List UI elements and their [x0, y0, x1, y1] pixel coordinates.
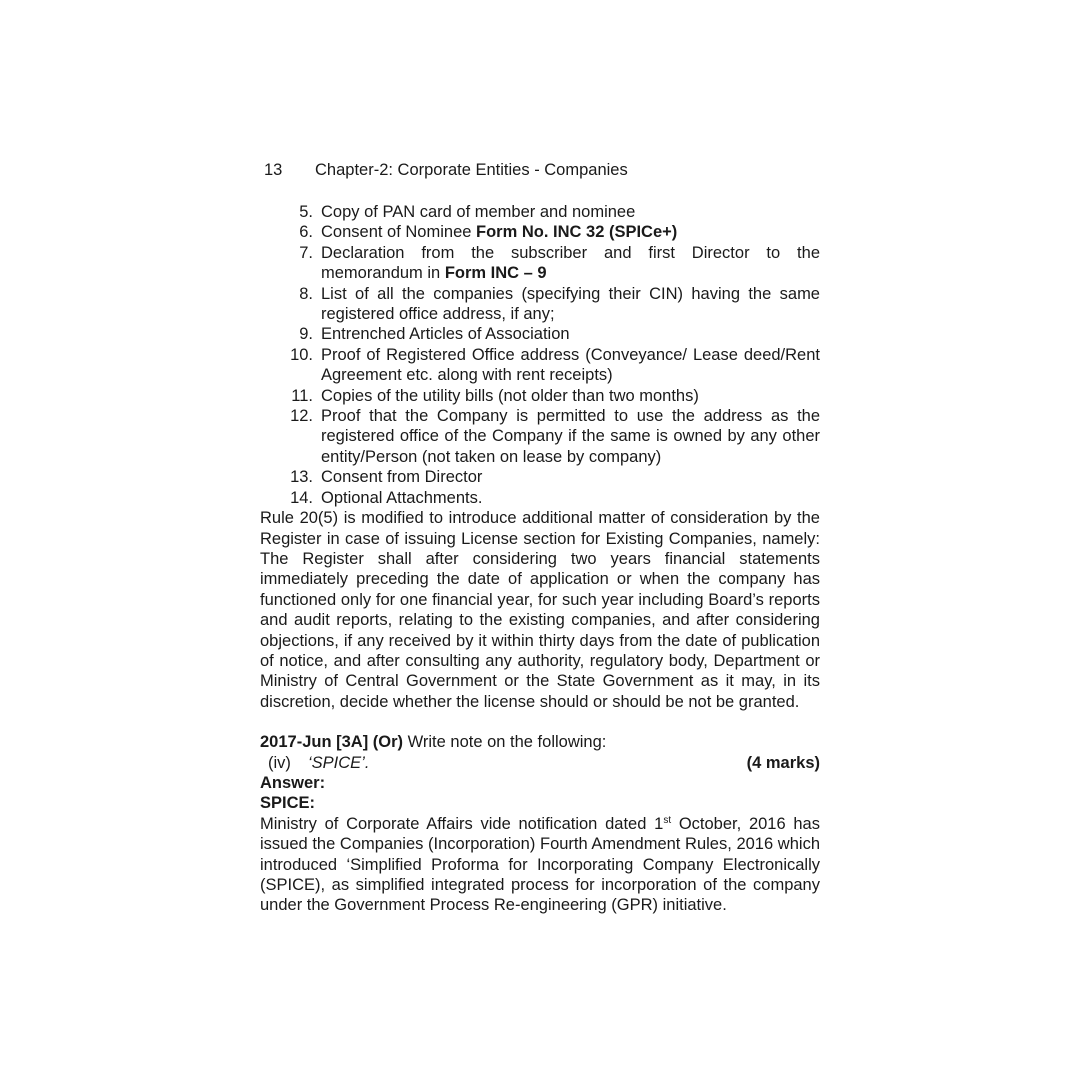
attachment-list [260, 202, 820, 508]
page-number: 13 [264, 161, 283, 179]
page-header [260, 160, 820, 182]
answer-label: Answer: [260, 773, 326, 792]
list-item-number: 7. [299, 243, 313, 262]
list-item-text: Declaration from the subscriber and first Director to the memorandum in [321, 243, 820, 283]
list-item-bold: Form No. INC 32 (SPICe+) [476, 223, 678, 242]
answer-label-line [260, 773, 820, 793]
list-item-number: 6. [299, 223, 313, 242]
document-page [260, 160, 820, 916]
list-item-text: Consent from Director [321, 468, 483, 487]
question-text: Write note on the following: [403, 733, 607, 752]
section-spacer [260, 712, 820, 732]
answer-text-end: October, 2016 has issued the Companies (Incorporation) Fourth Amendment Rules, 2016 which introduced ‘Simplified Proforma for Incorporating Company Electronically (SPICE), as simplified integrated process for incorporation of the company under the Government Process Re-engineering (GPR) initiative. [260, 814, 820, 915]
sub-question-number: (iv) [268, 753, 291, 772]
list-item-number: 13. [290, 468, 313, 487]
list-item-text: Copy of PAN card of member and nominee [321, 203, 636, 221]
list-item-text: List of all the companies (specifying their CIN) having the same registered office address, if any; [321, 284, 820, 324]
answer-heading-line [260, 793, 820, 813]
sub-question-text: ‘SPICE’. [308, 753, 370, 772]
sub-question [260, 753, 369, 773]
list-item-number: 10. [290, 345, 313, 364]
list-item-number: 9. [299, 325, 313, 344]
list-item [260, 202, 820, 222]
question-reference: 2017-Jun [3A] (Or) [260, 733, 404, 752]
list-item-text: Proof of Registered Office address (Conveyance/ Lease deed/Rent Agreement etc. along with rent receipts) [321, 345, 820, 385]
list-item-text: Entrenched Articles of Association [321, 325, 570, 344]
list-item [260, 324, 820, 344]
answer-paragraph [260, 814, 820, 916]
question-marks: (4 marks) [746, 753, 820, 772]
list-item [260, 222, 820, 242]
list-item-text: Proof that the Company is permitted to use the address as the registered office of the Company if the same is owned by any other entity/Person (not taken on lease by company) [321, 407, 820, 466]
list-item-text: Optional Attachments. [321, 488, 483, 507]
sub-question-line [260, 753, 820, 773]
list-item-number: 8. [299, 284, 313, 303]
answer-heading: SPICE: [260, 794, 316, 813]
rule-paragraph: Rule 20(5) is modified to introduce additional matter of consideration by the Register in case of issuing License section for Existing Companies, namely: The Register shall after considering two years financial statements immediately preceding the date of application or when the company has functioned only for one financial year, for such year including Board’s reports and audit reports, relating to the existing companies, and after considering objections, if any received by it within thirty days from the date of publication of notice, and after consulting any authority, regulatory body, Department or Ministry of Central Government or the State Government as it may, in its discretion, decide whether the license should or should be not be granted. [260, 509, 820, 711]
list-item [260, 284, 820, 325]
list-item [260, 345, 820, 386]
list-item-number: 14. [290, 488, 313, 507]
list-item [260, 467, 820, 487]
ordinal-superscript: st [663, 814, 672, 826]
question-line [260, 732, 820, 752]
list-item [260, 386, 820, 406]
answer-text-start: Ministry of Corporate Affairs vide notification dated 1 [260, 814, 664, 833]
list-item [260, 488, 820, 508]
list-item-number: 5. [299, 203, 313, 221]
list-item-number: 11. [291, 386, 313, 405]
list-item [260, 406, 820, 467]
chapter-title: Chapter-2: Corporate Entities - Companies [315, 161, 628, 179]
list-item-text: Copies of the utility bills (not older than two months) [321, 386, 699, 405]
list-item-bold: Form INC – 9 [444, 264, 547, 283]
list-item-number: 12. [290, 407, 313, 426]
list-item-text: Consent of Nominee [321, 223, 477, 242]
list-item [260, 243, 820, 284]
